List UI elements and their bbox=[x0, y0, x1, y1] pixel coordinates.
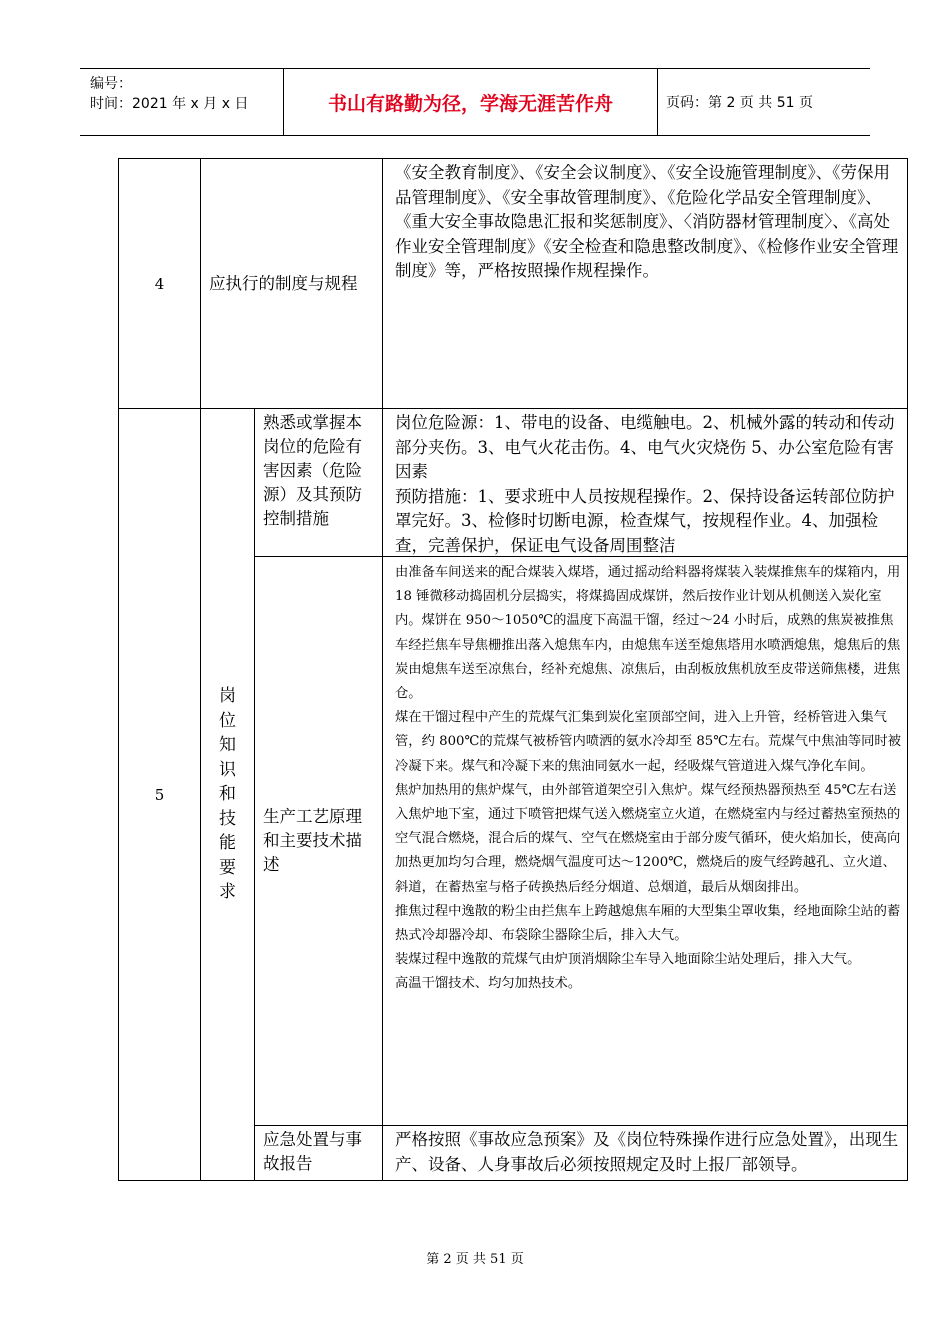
process-para-4: 推焦过程中逸散的粉尘由拦焦车上跨越熄焦车厢的大型集尘罩收集，经地面除尘站的蓄热式冷却器冷却、布袋除尘器除尘后，排入大气。 bbox=[395, 903, 901, 944]
row-4-label: 应执行的制度与规程 bbox=[200, 158, 383, 409]
process-label: 生产工艺原理和主要技术描述 bbox=[254, 556, 383, 1126]
emergency-content: 严格按照《事故应急预案》及《岗位特殊操作进行应急处置》，出现生产、设备、人身事故后必须按照规定及时上报厂部领导。 bbox=[382, 1125, 908, 1181]
requirements-table bbox=[118, 158, 908, 1181]
row-5-number: 5 bbox=[118, 408, 201, 1181]
hazard-measures: 预防措施：1、要求班中人员按规程操作。2、保持设备运转部位防护罩完好。3、检修时切断电源，检查煤气，按规程作业。4、加强检查，完善保护，保证电气设备周围整洁 bbox=[395, 486, 895, 555]
process-para-5: 装煤过程中逸散的荒煤气由炉顶消烟除尘车导入地面除尘站处理后，排入大气。 bbox=[395, 952, 861, 968]
row-4-content: 《安全教育制度》、《安全会议制度》、《安全设施管理制度》、《劳保用品管理制度》、《安全事故管理制度》、《危险化学品安全管理制度》、《重大安全事故隐患汇报和奖惩制度》、〈消防器材管理制度〉、《高处作业安全管理制度》《安全检查和隐患整改制度》、《检修作业安全管理制度》等，严格按照操作规程操作。 bbox=[382, 158, 908, 409]
process-para-6: 高温干馏技术、均匀加热技术。 bbox=[395, 976, 582, 992]
hazard-content bbox=[382, 408, 908, 557]
emergency-label: 应急处置与事故报告 bbox=[254, 1125, 383, 1181]
process-para-3: 焦炉加热用的焦炉煤气，由外部管道架空引入焦炉。煤气经预热器预热至 45℃左右送入焦炉地下室，通过下喷管把煤气送入燃烧室立火道，在燃烧室内与经过蓄热室预热的空气混合燃烧，混合后的煤气、空气在燃烧室由于部分废气循环，使火焰加长，使高向加热更加均匀合理，燃烧烟气温度可达～1200℃，燃烧后的废气经跨越孔、立火道、斜道，在蓄热室与格子砖换热后经分烟道、总烟道，最后从烟囱排出。 bbox=[395, 782, 901, 895]
number-label: 编号： bbox=[90, 76, 132, 92]
row-4-number: 4 bbox=[118, 158, 201, 409]
group-label-text: 岗位知识和技能要求 bbox=[219, 686, 236, 903]
hazard-sources: 岗位危险源：1、带电的设备、电缆触电。2、机械外露的转动和传动部分夹伤。3、电气火花击伤。4、电气火灾烧伤 5、办公室危险有害因素 bbox=[395, 413, 895, 481]
header-motto: 书山有路勤为径，学海无涯苦作舟 bbox=[284, 69, 658, 135]
header-meta bbox=[80, 69, 284, 135]
page-footer: 第 2 页 共 51 页 bbox=[426, 1252, 524, 1267]
time-label: 时间：2021 年 x 月 x 日 bbox=[90, 96, 249, 112]
hazard-label: 熟悉或掌握本岗位的危险有害因素（危险源）及其预防控制措施 bbox=[254, 408, 383, 557]
process-para-2: 煤在干馏过程中产生的荒煤气汇集到炭化室顶部空间，进入上升管，经桥管进入集气管，约 800℃的荒煤气被桥管内喷洒的氨水冷却至 85℃左右。荒煤气中焦油等同时被冷凝下来。煤气和冷凝下来的焦油同氨水一起，经吸煤气管道进入煤气净化车间。 bbox=[395, 710, 902, 774]
process-content bbox=[382, 556, 908, 1126]
row-5-group-label bbox=[200, 408, 255, 1181]
header-page-label: 页码：第 2 页 共 51 页 bbox=[666, 95, 813, 111]
process-para-1: 由准备车间送来的配合煤装入煤塔，通过摇动给料器将煤装入装煤推焦车的煤箱内，用 18 锤微移动捣固机分层捣实，将煤捣固成煤饼，然后按作业计划从机侧送入炭化室内。煤饼在 950～1050℃的温度下高温干馏，经过～24 小时后，成熟的焦炭被推焦车经拦焦车导焦栅推出落入熄焦车内，由熄焦车送至熄焦塔用水喷洒熄焦，熄焦后的焦炭由熄焦车送至凉焦台，经补充熄焦、凉焦后，由刮板放焦机放至皮带送筛焦楼，进焦仓。 bbox=[395, 565, 901, 702]
page-header bbox=[80, 68, 870, 136]
